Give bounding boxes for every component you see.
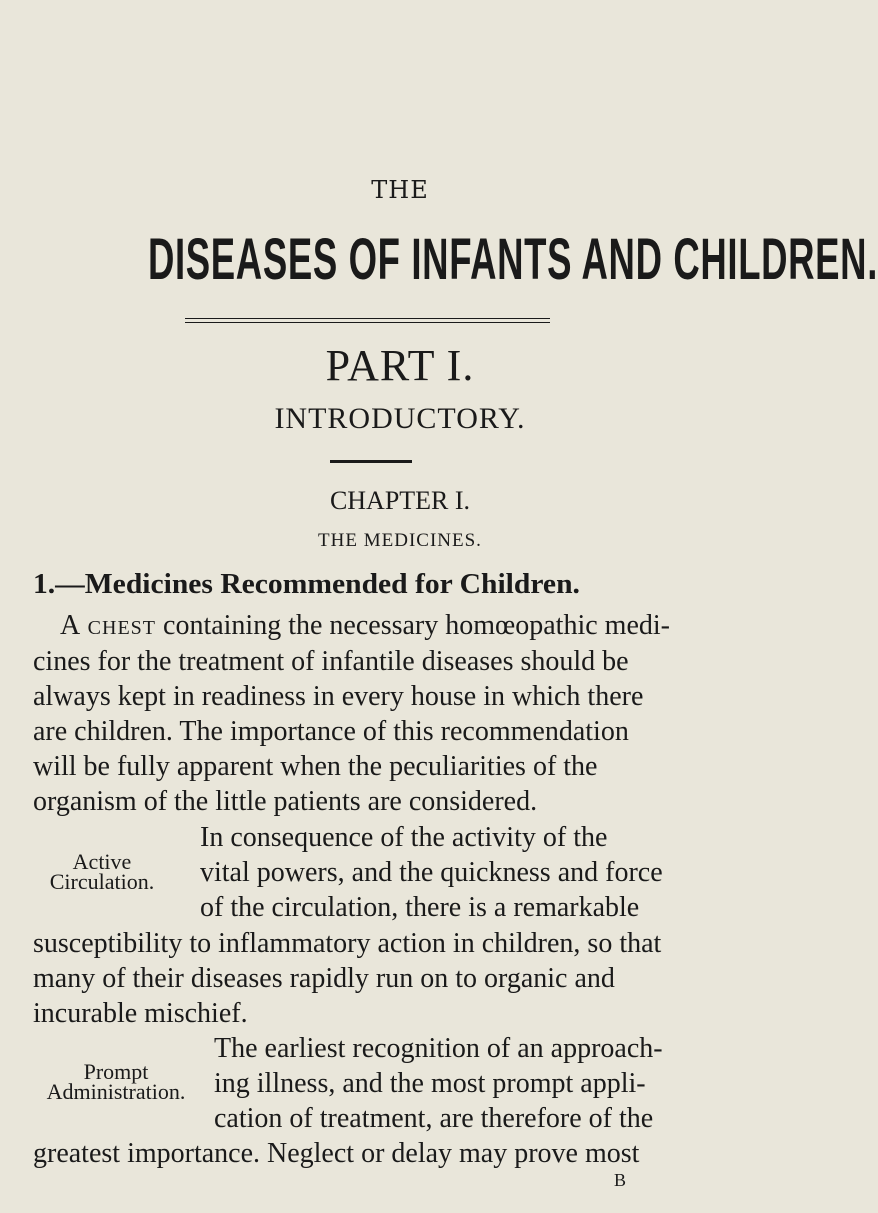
paragraph-line: susceptibility to inflammatory action in children, so that <box>33 928 662 959</box>
dropword: A chest <box>60 610 157 641</box>
title-rule <box>185 318 550 326</box>
paragraph-line: cines for the treatment of infantile diseases should be <box>33 646 629 677</box>
margin-note-prompt-administration: Prompt Administration. <box>46 1059 186 1104</box>
title-the: THE <box>371 176 429 204</box>
paragraph-line: ing illness, and the most prompt appli- <box>214 1068 646 1099</box>
paragraph-line: In consequence of the activity of the <box>200 822 608 853</box>
paragraph-line: are children. The importance of this recommendation <box>33 716 629 747</box>
section-rule <box>330 460 412 463</box>
paragraph-line: always kept in readiness in every house in which there <box>33 681 644 712</box>
signature-mark: B <box>614 1170 627 1190</box>
part-subtitle: INTRODUCTORY. <box>274 402 526 435</box>
paragraph-line: of the circulation, there is a remarkable <box>200 892 640 923</box>
chapter-heading: CHAPTER I. <box>329 486 471 515</box>
paragraph-line: many of their diseases rapidly run on to organic and <box>33 963 615 994</box>
paragraph-line: incurable mischief. <box>33 998 248 1029</box>
paragraph-line: A chest containing the necessary homœopathic medi- <box>60 610 670 641</box>
chapter-title: THE MEDICINES. <box>318 530 482 551</box>
paragraph-line: will be fully apparent when the peculiarities of the <box>33 751 598 782</box>
paragraph-line: vital powers, and the quickness and force <box>200 857 663 888</box>
section-heading: 1.—Medicines Recommended for Children. <box>33 568 580 600</box>
paragraph-line: organism of the little patients are considered. <box>33 786 538 817</box>
paragraph-line: The earliest recognition of an approach- <box>214 1033 663 1064</box>
part-heading: PART I. <box>325 341 475 390</box>
paragraph-line: cation of treatment, are therefore of the <box>214 1103 654 1134</box>
paragraph-line: greatest importance. Neglect or delay may prove most <box>33 1138 640 1169</box>
book-title: DISEASES OF INFANTS AND CHILDREN. <box>148 227 878 292</box>
margin-note-active-circulation: Active Circulation. <box>49 849 155 894</box>
